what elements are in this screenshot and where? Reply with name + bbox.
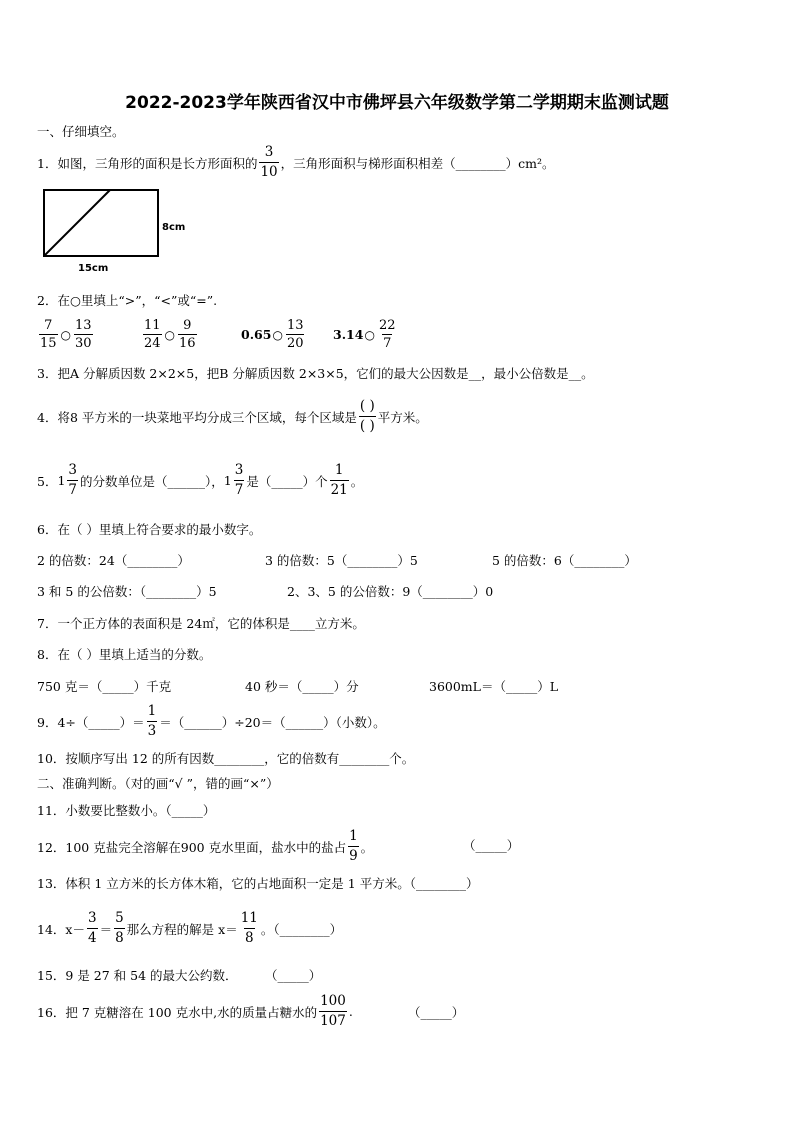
comparison-circle[interactable]: ○ — [164, 327, 176, 342]
comparison-circle[interactable]: ○ — [272, 327, 283, 342]
question-number: 5． — [37, 473, 58, 489]
question-2: 2． 在○里填上“>”，“<”或“=”. — [37, 293, 218, 308]
fraction-blank[interactable]: $\frac{( )}{( )}$ — [359, 398, 375, 434]
question-number: 2． — [37, 293, 58, 308]
fraction: $\frac{1}{21}$ — [330, 462, 348, 498]
q8-item3[interactable]: 3600mL＝（_____）L — [429, 679, 559, 694]
fraction: $\frac{1}{9}$ — [349, 828, 358, 864]
question-number: 12． — [37, 839, 66, 855]
fraction: $\frac{3}{4}$ — [87, 910, 97, 946]
question-4: 4． 将8 平方米的一块菜地平均分成三个区域，每个区域是 $\frac{( )}{( )}$ 平方米。 — [37, 398, 428, 434]
question-number: 6． — [37, 522, 58, 537]
fraction: $\frac{3}{7}$ — [68, 462, 77, 498]
question-5: 5． 1 $\frac{3}{7}$ 的分数单位是（______）， 1 $\frac{3}{7}$ 是（_____）个 $\frac{1}{21}$ 。 — [37, 462, 364, 498]
question-number: 8． — [37, 647, 58, 662]
rectangle-figure — [42, 188, 202, 280]
page-title: 2022-2023学年陕西省汉中市佛坪县六年级数学第二学期期末监测试题 — [125, 93, 669, 113]
q6-row2-item2[interactable]: 2、3、5 的公倍数：9（________）0 — [287, 584, 494, 599]
q8-item2[interactable]: 40 秒＝（_____）分 — [245, 679, 359, 694]
question-number: 16． — [37, 1004, 66, 1020]
question-12: 12． 100 克盐完全溶解在900 克水里面，盐水中的盐占 $\frac{1}{9}$ 。 — [37, 828, 374, 864]
question-10: 10． 按顺序写出 12 的所有因数________，它的倍数有________个。 — [37, 751, 415, 766]
fraction: $\frac{9}{16}$ — [179, 318, 196, 351]
question-13: 13． 体积 1 立方米的长方体木箱，它的占地面积一定是 1 平方米。（________） — [37, 876, 479, 891]
height-label: 8cm — [162, 222, 186, 233]
fraction: $\frac{7}{15}$ — [40, 318, 57, 351]
fraction: $\frac{13}{30}$ — [75, 318, 92, 351]
q15-answer-blank[interactable]: （_____） — [265, 968, 322, 983]
fraction: $\frac{11}{8}$ — [240, 910, 258, 946]
compare-item-3: 0.65 ○ $\frac{13}{20}$ — [241, 318, 304, 351]
question-16: 16． 把 7 克糖溶在 100 克水中,水的质量占糖水的 $\frac{100}{107}$ . — [37, 993, 353, 1029]
q6-row1-item1[interactable]: 2 的倍数：24（________） — [37, 553, 190, 568]
question-number: 15． — [37, 968, 66, 983]
question-number: 11． — [37, 803, 66, 818]
fraction: $\frac{5}{8}$ — [115, 910, 124, 946]
fraction: $\frac{3}{10}$ — [260, 144, 278, 180]
question-number: 9． — [37, 714, 58, 730]
comparison-circle[interactable]: ○ — [364, 327, 375, 342]
question-number: 10． — [37, 751, 66, 766]
question-15: 15． 9 是 27 和 54 的最大公约数． — [37, 968, 238, 983]
question-number: 7． — [37, 616, 58, 631]
question-number: 1． — [37, 155, 58, 171]
question-1: 1． 如图，三角形的面积是长方形面积的 $\frac{3}{10}$ ，三角形面积与梯形面积相差（________）cm²。 — [37, 144, 555, 180]
fraction: $\frac{3}{7}$ — [234, 462, 244, 498]
section-2-heading: 二、准确判断。（对的画“√ ”，错的画“×”） — [37, 776, 279, 791]
compare-item-1 — [37, 318, 95, 351]
fraction: $\frac{1}{3}$ — [147, 703, 157, 739]
section-1-heading: 一、仔细填空。 — [37, 124, 125, 139]
q6-row2-item1[interactable]: 3 和 5 的公倍数：（________）5 — [37, 584, 217, 599]
comparison-circle[interactable]: ○ — [60, 327, 72, 342]
q6-row1-item3[interactable]: 5 的倍数：6（________） — [492, 553, 637, 568]
compare-item-4: 3.14 ○ $\frac{22}{7}$ — [333, 318, 396, 351]
question-number: 13． — [37, 876, 66, 891]
width-label: 15cm — [78, 263, 109, 274]
q16-answer-blank[interactable]: （_____） — [408, 1005, 465, 1020]
compare-item-2 — [141, 318, 199, 351]
question-14: 14． x－ $\frac{3}{4}$ ＝ $\frac{5}{8}$ 那么方程的解是 x＝ $\frac{11}{8}$ 。（________） — [37, 910, 343, 946]
question-3: 3． 把A 分解质因数 2×2×5，把B 分解质因数 2×3×5，它们的最大公因数是__，最小公倍数是__。 — [37, 366, 594, 381]
rectangle-diagram — [42, 188, 202, 283]
question-number: 14． — [37, 921, 66, 937]
fraction: $\frac{11}{24}$ — [144, 318, 161, 351]
triangle-diagonal — [44, 190, 110, 256]
question-11: 11． 小数要比整数小。（_____） — [37, 803, 216, 818]
q6-row1-item2[interactable]: 3 的倍数：5（________）5 — [265, 553, 418, 568]
fraction: $\frac{22}{7}$ — [378, 318, 396, 351]
question-7: 7． 一个正方体的表面积是 24㎡，它的体积是____立方米。 — [37, 616, 365, 631]
question-number: 3． — [37, 366, 58, 381]
question-6: 6． 在（ ）里填上符合要求的最小数字。 — [37, 522, 262, 537]
fraction: $\frac{13}{20}$ — [286, 318, 304, 351]
q8-item1[interactable]: 750 克＝（_____）千克 — [37, 679, 172, 694]
fraction: $\frac{100}{107}$ — [320, 993, 346, 1029]
question-8: 8． 在（ ）里填上适当的分数。 — [37, 647, 212, 662]
question-number: 4． — [37, 409, 58, 425]
q12-answer-blank[interactable]: （_____） — [463, 838, 520, 853]
question-9: 9． 4÷（_____）＝ $\frac{1}{3}$ ＝（______）÷20＝（______）（小数）。 — [37, 703, 386, 739]
